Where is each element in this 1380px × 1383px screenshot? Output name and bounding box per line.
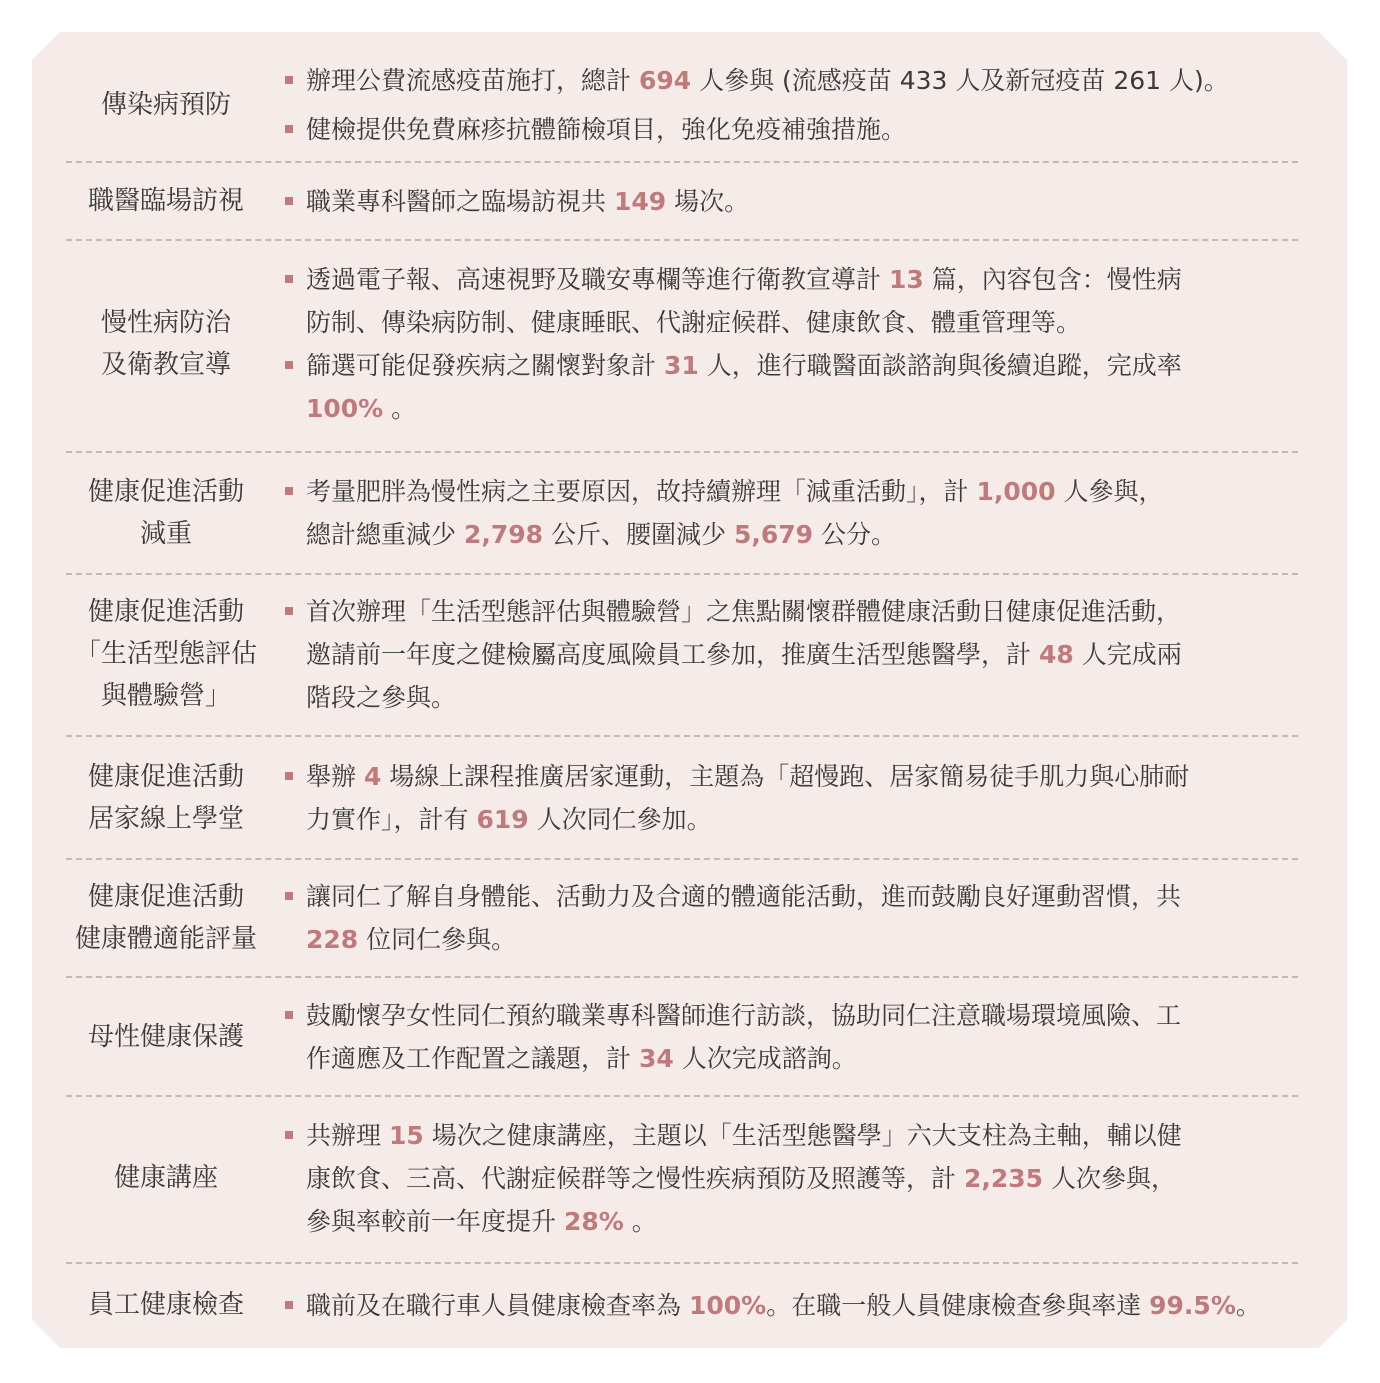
list-item [284, 1284, 1298, 1327]
bullet-line [306, 387, 1298, 430]
row-label [66, 873, 266, 963]
row-label [66, 170, 266, 232]
highlight-number: 100% [688, 1290, 767, 1320]
text: 健檢提供免費麻疹抗體篩檢項目，強化免疫補強措施。 [306, 115, 907, 144]
table-row [66, 1112, 1298, 1244]
row-label-line: 健康促進活動 [87, 597, 244, 627]
bullet-line [306, 755, 1298, 798]
row-content [284, 55, 1298, 155]
text: 場次之健康講座，主題以「生活型態醫學」六大支柱為主軸，輔以健 [423, 1120, 1182, 1150]
highlight-number: 2,235 [963, 1163, 1044, 1193]
bullet-line [306, 470, 1298, 513]
row-label [66, 468, 266, 558]
highlight-number: 694 [638, 66, 692, 95]
bullet-line [306, 875, 1298, 918]
bullet-line [306, 1114, 1298, 1157]
table-row [66, 55, 1298, 155]
bullet-line [306, 180, 1298, 223]
table-row [66, 255, 1298, 433]
text: 公斤、腰圍減少 [543, 520, 734, 549]
bullet-line [306, 1157, 1298, 1200]
divider [66, 239, 1298, 241]
text: 。 [1235, 1290, 1261, 1320]
text: 讓同仁了解自身體能、活動力及合適的體適能活動，進而鼓勵良好運動習慣，共 [306, 882, 1182, 911]
highlight-number: 228 [306, 925, 359, 954]
table-row [66, 468, 1298, 558]
highlight-number: 5,679 [733, 520, 814, 549]
row-content [284, 468, 1298, 558]
list-item [284, 180, 1298, 223]
text: 作適應及工作配置之議題，計 [306, 1044, 639, 1073]
row-label-line: 母性健康保護 [87, 1022, 244, 1052]
row-label [66, 753, 266, 843]
row-label [66, 1112, 266, 1244]
highlight-number: 2,798 [463, 520, 544, 549]
text: 考量肥胖為慢性病之主要原因，故持續辦理「減重活動」，計 [306, 477, 977, 506]
highlight-number: 15 [388, 1120, 424, 1150]
row-label-line: 健康促進活動 [87, 477, 244, 507]
text: 。 [623, 1206, 657, 1236]
highlight-number: 149 [613, 186, 667, 216]
highlight-number: 619 [476, 805, 529, 834]
list-item [284, 875, 1298, 961]
text: 防制、傳染病防制、健康睡眠、代謝症候群、健康飲食、體重管理等。 [306, 308, 1082, 337]
row-label-line: 健康促進活動 [87, 882, 244, 912]
row-label-line: 減重 [139, 519, 192, 549]
text: 康飲食、三高、代謝症候群等之慢性疾病預防及照護等，計 [306, 1163, 964, 1193]
highlight-number: 31 [663, 351, 699, 380]
text: 公分。 [813, 520, 896, 549]
bullet-line [306, 258, 1298, 301]
bullet-line [306, 994, 1298, 1037]
text: 人參與， [1055, 477, 1164, 506]
highlight-number: 100% [306, 394, 384, 423]
text: 首次辦理「生活型態評估與體驗營」之焦點關懷群體健康活動日健康促進活動， [306, 596, 1182, 626]
row-label-line: 健康促進活動 [87, 762, 244, 792]
list-item [284, 344, 1298, 430]
bullet-line [306, 590, 1298, 633]
text: 總計總重減少 [306, 520, 464, 549]
text: 力實作」，計有 [306, 805, 477, 834]
text: 人次同仁參加。 [528, 805, 712, 834]
bullet-line [306, 108, 1298, 151]
row-label-line: 傳染病預防 [100, 90, 231, 120]
row-content [284, 992, 1298, 1082]
text: 場線上課程推廣居家運動，主題為「超慢跑、居家簡易徒手肌力與心肺耐 [381, 762, 1190, 791]
table-row [66, 1275, 1298, 1335]
row-content [284, 588, 1298, 720]
bullet-line [306, 1200, 1298, 1243]
highlight-number: 13 [888, 265, 924, 294]
text: 篇，內容包含：慢性病 [923, 265, 1182, 294]
text: 辦理公費流感疫苗施打，總計 [306, 66, 639, 95]
row-label-line: 健康講座 [113, 1163, 218, 1193]
row-label-line: 職醫臨場訪視 [87, 186, 244, 216]
bullet-line [306, 513, 1298, 556]
text: 職前及在職行車人員健康檢查率為 [306, 1290, 689, 1320]
highlight-number: 99.5% [1149, 1290, 1236, 1320]
row-label-line: 與體驗營」 [100, 681, 231, 711]
list-item [284, 258, 1298, 344]
text: 場次。 [666, 186, 750, 216]
list-item [284, 755, 1298, 841]
highlight-number: 34 [638, 1044, 674, 1073]
text: 。在職一般人員健康檢查參與率達 [766, 1290, 1150, 1320]
row-label [66, 992, 266, 1082]
text: 。 [383, 394, 417, 423]
text: 位同仁參與。 [358, 925, 517, 954]
table-row [66, 992, 1298, 1082]
bullet-line [306, 344, 1298, 387]
bullet-line [306, 301, 1298, 344]
divider [66, 858, 1298, 860]
highlight-number: 48 [1038, 639, 1074, 669]
list-item [284, 59, 1298, 102]
divider [66, 1262, 1298, 1264]
row-content [284, 255, 1298, 433]
bullet-line [306, 676, 1298, 719]
divider [66, 976, 1298, 978]
list-item [284, 994, 1298, 1080]
text: 舉辦 [306, 762, 364, 791]
table-row [66, 170, 1298, 232]
list-item [284, 470, 1298, 556]
text: 篩選可能促發疾病之關懷對象計 [306, 351, 664, 380]
divider [66, 1095, 1298, 1097]
bullet-line [306, 59, 1298, 102]
bullet-line [306, 918, 1298, 961]
row-label [66, 55, 266, 155]
text: 人次參與， [1043, 1163, 1176, 1193]
bullet-line [306, 1284, 1298, 1327]
highlight-number: 4 [363, 762, 382, 791]
row-content [284, 873, 1298, 963]
row-label-line: 「生活型態評估 [74, 639, 257, 669]
row-label [66, 588, 266, 720]
list-item [284, 108, 1298, 151]
text: 職業專科醫師之臨場訪視共 [306, 186, 614, 216]
table-row [66, 753, 1298, 843]
bullet-line [306, 633, 1298, 676]
row-label [66, 255, 266, 433]
row-content [284, 1275, 1298, 1335]
divider [66, 735, 1298, 737]
text: 透過電子報、高速視野及職安專欄等進行衛教宣導計 [306, 265, 889, 294]
row-label-line: 及衛教宣導 [100, 350, 231, 380]
divider [66, 573, 1298, 575]
row-label-line: 慢性病防治 [100, 308, 231, 338]
list-item [284, 1114, 1298, 1243]
divider [66, 451, 1298, 453]
text: 共辦理 [306, 1120, 389, 1150]
row-content [284, 753, 1298, 843]
divider [66, 161, 1298, 163]
text: 邀請前一年度之健檢屬高度風險員工參加，推廣生活型態醫學，計 [306, 639, 1039, 669]
row-label-line: 居家線上學堂 [87, 804, 244, 834]
row-content [284, 1112, 1298, 1244]
row-label-line: 健康體適能評量 [74, 924, 257, 954]
list-item [284, 590, 1298, 719]
text: 人，進行職醫面談諮詢與後續追蹤，完成率 [698, 351, 1182, 380]
row-label-line: 員工健康檢查 [87, 1290, 244, 1320]
bullet-line [306, 798, 1298, 841]
text: 鼓勵懷孕女性同仁預約職業專科醫師進行訪談，協助同仁注意職場環境風險、工 [306, 1001, 1182, 1030]
bullet-line [306, 1037, 1298, 1080]
text: 人完成兩 [1073, 639, 1182, 669]
highlight-number: 28% [563, 1206, 624, 1236]
text: 人參與 (流感疫苗 433 人及新冠疫苗 261 人)。 [691, 66, 1229, 95]
text: 參與率較前一年度提升 [306, 1206, 564, 1236]
table-row [66, 873, 1298, 963]
highlight-number: 1,000 [976, 477, 1056, 506]
table-row [66, 588, 1298, 720]
text: 人次完成諮詢。 [673, 1044, 857, 1073]
row-content [284, 170, 1298, 232]
text: 階段之參與。 [306, 682, 457, 712]
row-label [66, 1275, 266, 1335]
